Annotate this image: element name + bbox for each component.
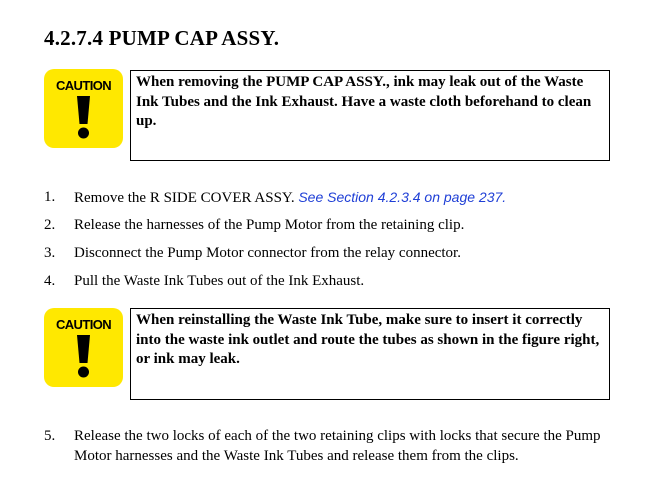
step-text: Remove the R SIDE COVER ASSY. See Section 4.2.3.4 on page 237. — [74, 189, 507, 206]
caution-label: CAUTION — [55, 78, 112, 93]
caution-text-removal: When removing the PUMP CAP ASSY., ink may leak out of the Waste Ink Tubes and the Ink Exhaust. Have a waste cloth beforehand to clean up. — [136, 74, 592, 129]
exclamation-icon — [44, 308, 123, 387]
step-text: Release the harnesses of the Pump Motor from the retaining clip. — [74, 217, 465, 233]
step-number: 1. — [44, 189, 56, 205]
step-number: 5. — [44, 428, 56, 444]
caution-icon — [44, 69, 123, 148]
step-text: Disconnect the Pump Motor connector from the relay connector. — [74, 245, 461, 261]
caution-box-removal — [130, 70, 610, 161]
caution-box-reinstall — [130, 308, 610, 400]
step-number: 2. — [44, 217, 56, 233]
step-text: Release the two locks of each of the two retaining clips with locks that secure the Pump Motor harnesses and the Waste Ink Tubes and release them from the clips. — [74, 428, 601, 464]
step-number: 3. — [44, 245, 56, 261]
exclamation-icon — [44, 69, 123, 148]
step-text: Pull the Waste Ink Tubes out of the Ink Exhaust. — [74, 273, 365, 289]
section-heading: 4.2.7.4 PUMP CAP ASSY. — [44, 26, 280, 50]
section-link[interactable]: See Section 4.2.3.4 on page 237. — [298, 189, 507, 205]
step-number: 4. — [44, 273, 56, 289]
caution-label: CAUTION — [55, 317, 112, 332]
caution-text-reinstall: When reinstalling the Waste Ink Tube, make sure to insert it correctly into the waste ink outlet and route the tubes as shown in the figure right, or ink may leak. — [136, 312, 600, 367]
caution-icon — [44, 308, 123, 387]
